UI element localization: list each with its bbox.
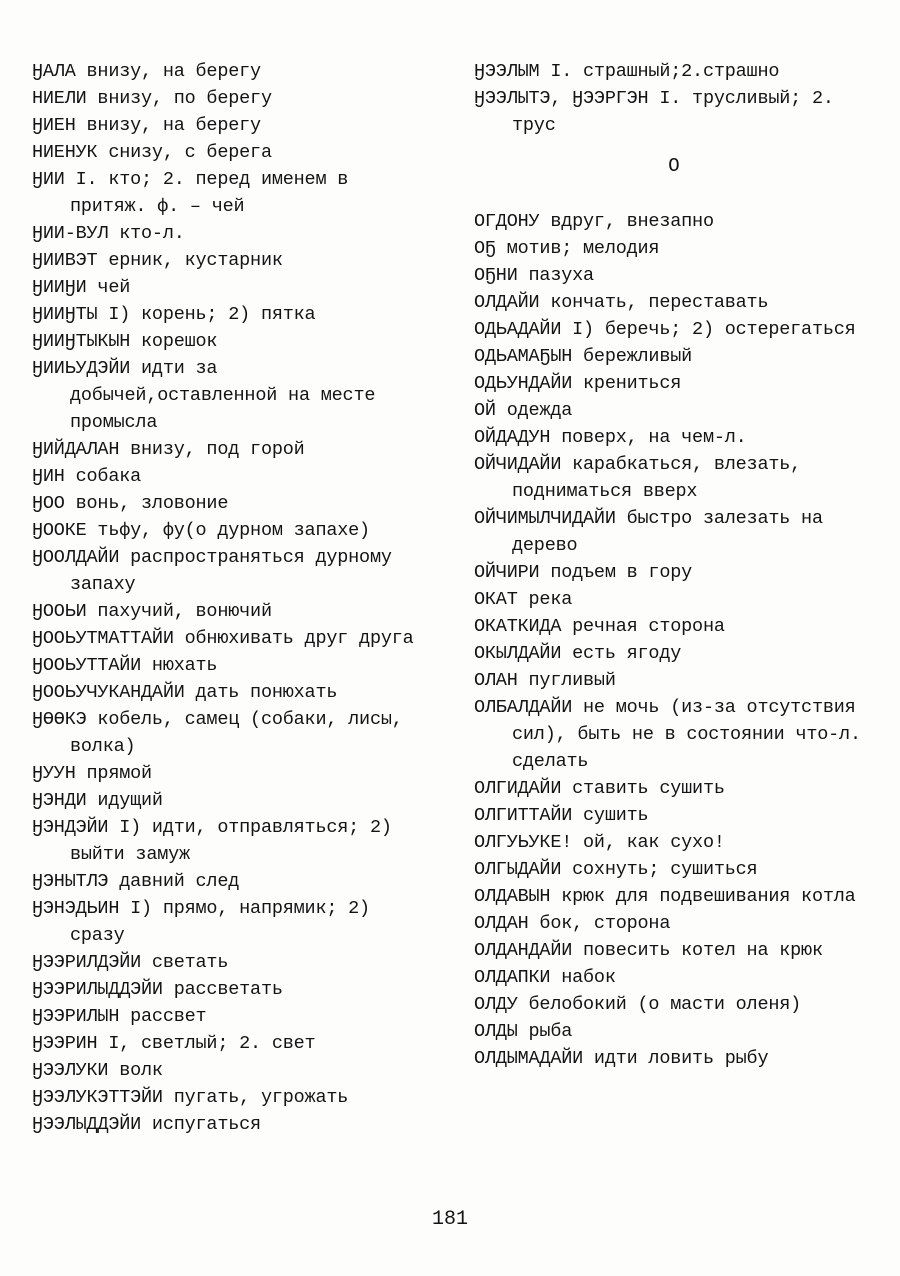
dictionary-entry: ӇЭЭРИЛЫДДЭЙИ рассветать [32, 979, 283, 1000]
dictionary-entry: ОЛДУ белобокий (о масти оленя) [474, 994, 802, 1015]
dictionary-entry: ӇЭЭЛЫТЭ, ӇЭЭРГЭН I. трусливый; 2. трус [474, 88, 834, 136]
dictionary-entry: ОЛБАЛДАЙИ не мочь (из-за отсутствия сил), быть не в состоянии что-л. сделать [474, 697, 861, 772]
dictionary-entry: ОЛДАВЫН крюк для подвешивания котла [474, 886, 856, 907]
dictionary-entry: ОЙЧИРИ подъем в гору [474, 562, 693, 583]
dictionary-entry: ӇИИӇТЫ I) корень; 2) пятка [32, 304, 316, 325]
dictionary-entry: ӇЭНЫТЛЭ давний след [32, 871, 240, 892]
dictionary-entry: ӇИЕН внизу, на берегу [32, 115, 261, 136]
left-column [32, 58, 432, 1138]
dictionary-entry: ӇОО вонь, зловоние [32, 493, 229, 514]
dictionary-entry: ӇЭНЭДЬИН I) прямо, напрямик; 2) сразу [32, 898, 370, 946]
dictionary-entry: НИЕНУК снизу, с берега [32, 142, 272, 163]
page-number: 181 [431, 1208, 468, 1231]
dictionary-entry: ОЙЧИМЫЛЧИДАЙИ быстро залезать на дерево [474, 508, 823, 556]
dictionary-entry: ӇЭЭРИН I, светлый; 2. свет [32, 1033, 316, 1054]
dictionary-entry: ОЛГИТТАЙИ сушить [474, 805, 649, 826]
dictionary-entry: ОКАТКИДА речная сторона [474, 616, 725, 637]
dictionary-entry: ӇИИ I. кто; 2. перед именем в притяж. ф. – чей [32, 169, 349, 217]
dictionary-entry: ОҔНИ пазуха [474, 265, 594, 286]
dictionary-entry: ӇУУН прямой [32, 763, 152, 784]
dictionary-entry: ӇООЬИ пахучий, вонючий [32, 601, 272, 622]
dictionary-entry: ОЙ одежда [474, 400, 573, 421]
dictionary-entry: ӇИИ-ВУЛ кто-л. [32, 223, 185, 244]
dictionary-entry: ӇӨӨКЭ кобель, самец (собаки, лисы, волка) [32, 709, 403, 757]
dictionary-entry: ӇИИӇИ чей [32, 277, 131, 298]
dictionary-entry: ӇЭЭЛУКЭТТЭЙИ пугать, угрожать [32, 1087, 349, 1108]
dictionary-entry: ӇЭНДИ идущий [32, 790, 163, 811]
dictionary-entry: ӇЭЭРИЛДЭЙИ светать [32, 952, 229, 973]
right-column [474, 58, 874, 1072]
dictionary-entry: ОЙЧИДАЙИ карабкаться, влезать, подниматься вверх [474, 454, 802, 502]
dictionary-entry: ОЛГЫДАЙИ сохнуть; сушиться [474, 859, 758, 880]
dictionary-entry: ОЙДАДУН поверх, на чем-л. [474, 427, 747, 448]
dictionary-entry: ОЛДАНДАЙИ повесить котел на крюк [474, 940, 823, 961]
dictionary-entry: ОДЬУНДАЙИ крениться [474, 373, 682, 394]
section-letter-heading: О [668, 155, 680, 177]
dictionary-entry: ӇИИЬУДЭЙИ идти за добычей,оставленной на месте промысла [32, 358, 376, 433]
dictionary-entry: ОГДОНУ вдруг, внезапно [474, 211, 714, 232]
dictionary-entry: ОДЬАМАҔЫН бережливый [474, 346, 693, 367]
dictionary-entry: ӇЭЭЛУКИ волк [32, 1060, 163, 1081]
dictionary-entry: ӇИН собака [32, 466, 142, 487]
dictionary-entry: ӇООЬУТМАТТАЙИ обнюхивать друг друга [32, 628, 414, 649]
dictionary-entry: ӇИИВЭТ ерник, кустарник [32, 250, 283, 271]
dictionary-entry: ОЛДАН бок, сторона [474, 913, 671, 934]
dictionary-entry: ӇООЛДАЙИ распространяться дурному запаху [32, 547, 392, 595]
dictionary-entry: ОЛДЫ рыба [474, 1021, 573, 1042]
dictionary-entry: ОЛДЫМАДАЙИ идти ловить рыбу [474, 1048, 769, 1069]
dictionary-entry: ОКАТ река [474, 589, 573, 610]
dictionary-entry: ӇЭЭЛЫМ I. страшный;2.страшно [474, 61, 780, 82]
dictionary-entry: ӇИИӇТЫКЫН корешок [32, 331, 218, 352]
dictionary-entry: ОЛГУЬУКЕ! ой, как сухо! [474, 832, 725, 853]
dictionary-entry: ОЛАН пугливый [474, 670, 616, 691]
dictionary-entry: ОҔ мотив; мелодия [474, 238, 660, 259]
dictionary-entry: ӇООКЕ тьфу, фу(о дурном запахе) [32, 520, 370, 541]
dictionary-entry: ОЛГИДАЙИ ставить сушить [474, 778, 725, 799]
dictionary-entry: ӇЭЭЛЫДДЭЙИ испугаться [32, 1114, 261, 1135]
dictionary-entry: ӇООЬУЧУКАНДАЙИ дать понюхать [32, 682, 338, 703]
dictionary-entry: ОДЬАДАЙИ I) беречь; 2) остерегаться [474, 319, 856, 340]
dictionary-entry: ӇАЛА внизу, на берегу [32, 61, 261, 82]
dictionary-entry: НИЕЛИ внизу, по берегу [32, 88, 272, 109]
dictionary-entry: ӇИЙДАЛАН внизу, под горой [32, 439, 305, 460]
dictionary-entry: ӇЭЭРИЛЫН рассвет [32, 1006, 207, 1027]
dictionary-entry: ӇЭНДЭЙИ I) идти, отправляться; 2) выйти замуж [32, 817, 392, 865]
dictionary-entry: ӇООЬУТТАЙИ нюхать [32, 655, 218, 676]
dictionary-entry: ОЛДАПКИ набок [474, 967, 616, 988]
dictionary-entry: ОЛДАЙИ кончать, переставать [474, 292, 769, 313]
dictionary-entry: ОКЫЛДАЙИ есть ягоду [474, 643, 682, 664]
